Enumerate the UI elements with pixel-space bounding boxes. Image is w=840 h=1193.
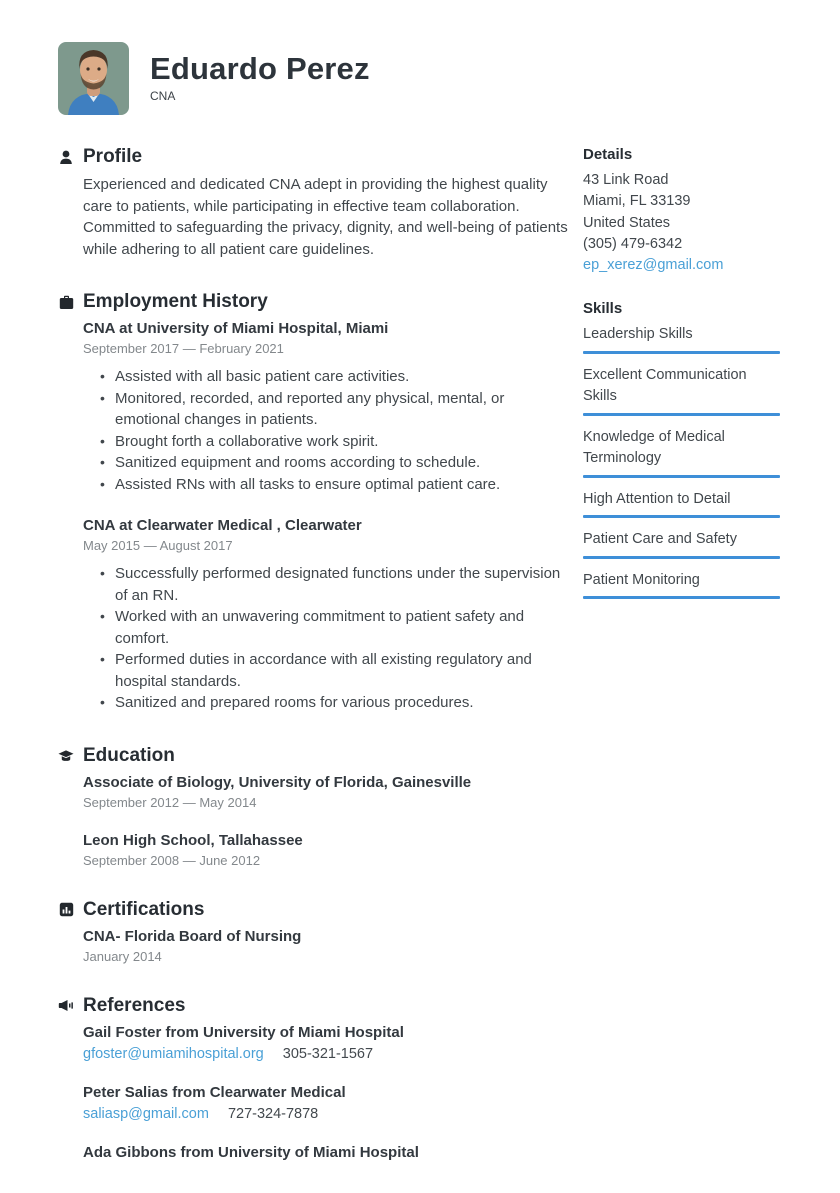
- job-dates: May 2015 — August 2017: [83, 538, 233, 553]
- details-block: [583, 146, 780, 276]
- reference-entry: [83, 1083, 570, 1122]
- certification-entry: [83, 927, 570, 964]
- header-text: [150, 42, 370, 103]
- details-email-link[interactable]: ep_xerez@gmail.com: [583, 257, 724, 274]
- skill-item: [583, 570, 780, 600]
- skill-label: Knowledge of Medical Terminology: [583, 428, 725, 467]
- reference-name: Peter Salias from Clearwater Medical: [83, 1083, 346, 1101]
- job-bullet: • Assisted RNs with all tasks to ensure optimal patient care.: [83, 474, 570, 496]
- section-education: [58, 745, 570, 868]
- megaphone-icon: [58, 998, 74, 1014]
- details-heading: Details: [583, 146, 633, 163]
- details-city-line: Miami, FL 33139: [583, 193, 691, 210]
- job-bullet: • Performed duties in accordance with all existing regulatory and hospital standards.: [83, 649, 570, 692]
- reference-email-link[interactable]: saliasp@gmail.com: [83, 1105, 209, 1122]
- job-bullet: • Successfully performed designated functions under the supervision of an RN.: [83, 563, 570, 606]
- education-entry: [83, 831, 570, 868]
- job-bullet: • Brought forth a collaborative work spirit.: [83, 431, 570, 453]
- reference-phone: 305-321-1567: [282, 1045, 374, 1062]
- details-country-line: United States: [583, 214, 671, 231]
- skill-label: Leadership Skills: [583, 326, 693, 343]
- skill-level-bar: [583, 475, 780, 478]
- section-profile: [58, 146, 570, 260]
- skill-item: [583, 427, 780, 478]
- profile-summary: Experienced and dedicated CNA adept in providing the highest quality care to patients, while participating in effective team collaboration. Committed to safeguarding the privacy, dignity, and well-being of patients while adhering to all patient care guidelines.: [83, 176, 568, 258]
- skill-level-bar: [583, 351, 780, 354]
- job-dates: September 2017 — February 2021: [83, 341, 284, 356]
- skill-label: Excellent Communication Skills: [583, 366, 747, 405]
- skill-item: [583, 489, 780, 519]
- skill-label: Patient Care and Safety: [583, 531, 737, 548]
- reference-entry: [83, 1143, 570, 1162]
- skill-level-bar: [583, 556, 780, 559]
- job-bullet-list: [83, 563, 570, 714]
- skills-heading: Skills: [583, 300, 623, 318]
- profile-heading: Profile: [83, 146, 143, 167]
- job-bullet: • Monitored, recorded, and reported any physical, mental, or emotional changes in patients.: [83, 388, 570, 431]
- briefcase-icon: [58, 294, 74, 310]
- section-employment: [58, 291, 570, 714]
- employment-heading: Employment History: [83, 291, 268, 312]
- job-entry: [83, 516, 570, 714]
- reference-entry: [83, 1023, 570, 1062]
- reference-phone: 727-324-7878: [227, 1105, 319, 1122]
- graduation-cap-icon: [58, 748, 74, 764]
- skill-item: [583, 365, 780, 416]
- chart-icon: [58, 902, 74, 918]
- skill-item: [583, 324, 780, 354]
- details-address-line: 43 Link Road: [583, 172, 669, 188]
- profile-photo-illustration: [58, 42, 129, 115]
- certifications-heading: Certifications: [83, 898, 205, 920]
- skills-block: [583, 300, 780, 599]
- skill-label: High Attention to Detail: [583, 490, 731, 507]
- job-bullet-list: [83, 366, 570, 495]
- job-bullet: • Worked with an unwavering commitment to patient safety and comfort.: [83, 606, 570, 649]
- education-title: Associate of Biology, University of Florida, Gainesville: [83, 773, 472, 791]
- education-entry: [83, 773, 570, 810]
- education-title: Leon High School, Tallahassee: [83, 831, 303, 849]
- job-bullet: • Assisted with all basic patient care activities.: [83, 366, 570, 388]
- skill-level-bar: [583, 515, 780, 518]
- skill-label: Patient Monitoring: [583, 571, 700, 588]
- main-column: [58, 146, 570, 1193]
- references-heading: References: [83, 994, 186, 1016]
- reference-contact: [83, 1046, 570, 1062]
- sidebar-column: [583, 146, 780, 1193]
- skill-level-bar: [583, 596, 780, 599]
- job-bullet: • Sanitized and prepared rooms for various procedures.: [83, 692, 570, 714]
- person-icon: [58, 149, 74, 165]
- job-title: CNA at University of Miami Hospital, Miami: [83, 320, 389, 337]
- candidate-name: Eduardo Perez: [150, 51, 370, 86]
- reference-name: Gail Foster from University of Miami Hospital: [83, 1023, 404, 1041]
- certification-title: CNA- Florida Board of Nursing: [83, 927, 302, 945]
- job-title: CNA at Clearwater Medical , Clearwater: [83, 517, 362, 534]
- certification-dates: January 2014: [83, 948, 162, 964]
- reference-contact: [83, 1106, 570, 1122]
- reference-email-link[interactable]: gfoster@umiamihospital.org: [83, 1045, 264, 1062]
- candidate-title: CNA: [150, 89, 176, 104]
- resume-header: [58, 42, 780, 115]
- profile-photo: [58, 42, 129, 115]
- education-dates: September 2012 — May 2014: [83, 794, 257, 810]
- skill-item: [583, 529, 780, 559]
- details-phone: (305) 479-6342: [583, 235, 683, 252]
- job-bullet: • Sanitized equipment and rooms according to schedule.: [83, 452, 570, 474]
- section-references: [58, 995, 570, 1162]
- section-certifications: [58, 899, 570, 964]
- education-heading: Education: [83, 744, 175, 766]
- skill-level-bar: [583, 413, 780, 416]
- education-dates: September 2008 — June 2012: [83, 852, 261, 868]
- job-entry: [83, 319, 570, 495]
- reference-name: Ada Gibbons from University of Miami Hospital: [83, 1143, 419, 1161]
